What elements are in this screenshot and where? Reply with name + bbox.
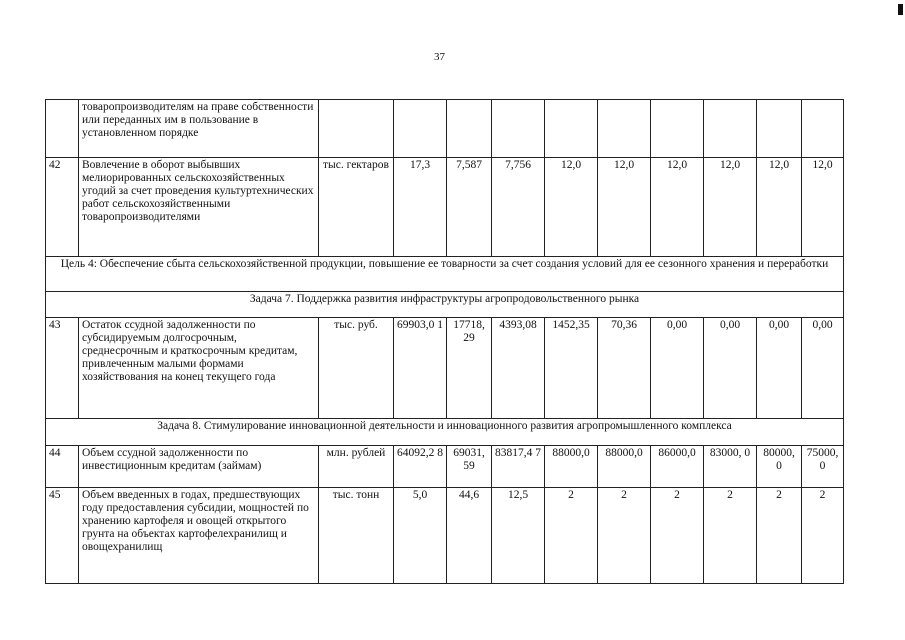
table-row-45 <box>46 488 844 584</box>
value-cell: 7,587 <box>447 158 492 257</box>
value-cell: 12,0 <box>598 158 651 257</box>
value-cell: 12,0 <box>704 158 757 257</box>
value-cell: 69903,0 1 <box>394 318 447 419</box>
value-cell: 80000, 0 <box>757 446 802 488</box>
table-row-task <box>46 292 844 318</box>
value-cell: 83817,4 7 <box>492 446 545 488</box>
value-cell: 88000,0 <box>598 446 651 488</box>
value-cell: 83000, 0 <box>704 446 757 488</box>
table-row-43 <box>46 318 844 419</box>
value-cell: 2 <box>704 488 757 584</box>
value-cell: 12,0 <box>545 158 598 257</box>
num-cell <box>46 100 79 158</box>
value-cell: 7,756 <box>492 158 545 257</box>
value-cell: 64092,2 8 <box>394 446 447 488</box>
value-cell: 12,0 <box>802 158 844 257</box>
value-cell: 0,00 <box>651 318 704 419</box>
value-cell: 12,5 <box>492 488 545 584</box>
value-cell: 2 <box>651 488 704 584</box>
value-cell: 0,00 <box>704 318 757 419</box>
value-cell: 44,6 <box>447 488 492 584</box>
value-cell: 0,00 <box>802 318 844 419</box>
corner-scan-mark <box>898 4 903 15</box>
indicators-table <box>45 99 844 584</box>
value-cell: 2 <box>802 488 844 584</box>
value-cell: 2 <box>545 488 598 584</box>
value-cell: 2 <box>598 488 651 584</box>
row-number: 43 <box>46 318 79 419</box>
value-cell: 86000,0 <box>651 446 704 488</box>
unit-cell: тыс. гектаров <box>319 158 394 257</box>
table-row-44 <box>46 446 844 488</box>
indicator-name-cell: Объем ссудной задолженности по инвестиционным кредитам (займам) <box>79 446 319 488</box>
value-cell: 0,00 <box>757 318 802 419</box>
table-row-task <box>46 419 844 446</box>
row-number: 44 <box>46 446 79 488</box>
page-number: 37 <box>434 51 445 63</box>
row-number: 45 <box>46 488 79 584</box>
indicator-name-cell: Вовлечение в оборот выбывших мелиорированных сельскохозяйственных угодий за счет проведения культуртехнических работ сельскохозяйственными товаропроизводителями <box>79 158 319 257</box>
value-cell: 4393,08 <box>492 318 545 419</box>
value-cell: 2 <box>757 488 802 584</box>
goal-heading: Цель 4: Обеспечение сбыта сельскохозяйственной продукции, повышение ее товарности за счет создания условий для ее сезонного хранения и переработки <box>46 257 844 292</box>
value-cell: 12,0 <box>651 158 704 257</box>
table-row-continuation <box>46 100 844 158</box>
value-cell: 69031, 59 <box>447 446 492 488</box>
value-cell: 12,0 <box>757 158 802 257</box>
task-heading: Задача 7. Поддержка развития инфраструктуры агропродовольственного рынка <box>46 292 844 318</box>
unit-cell: тыс. руб. <box>319 318 394 419</box>
table-row-42 <box>46 158 844 257</box>
value-cell: 75000, 0 <box>802 446 844 488</box>
indicator-name-cell: Остаток ссудной задолженности по субсидируемым долгосрочным, среднесрочным и краткосрочным кредитам, привлеченным малыми формами хозяйствования на конец текущего года <box>79 318 319 419</box>
value-cell: 70,36 <box>598 318 651 419</box>
unit-cell: тыс. тонн <box>319 488 394 584</box>
unit-cell: млн. рублей <box>319 446 394 488</box>
table-row-goal <box>46 257 844 292</box>
task-heading: Задача 8. Стимулирование инновационной деятельности и инновационного развития агропромышленного комплекса <box>46 419 844 446</box>
value-cell: 17718, 29 <box>447 318 492 419</box>
value-cell: 5,0 <box>394 488 447 584</box>
value-cell: 88000,0 <box>545 446 598 488</box>
value-cell: 1452,35 <box>545 318 598 419</box>
indicator-name-cell: товаропроизводителям на праве собственности или переданных им в пользование в установленном порядке <box>79 100 319 158</box>
indicator-name-cell: Объем введенных в годах, предшествующих году предоставления субсидии, мощностей по хранению картофеля и овощей открытого грунта на объектах картофелехранилищ и овощехранилищ <box>79 488 319 584</box>
value-cell: 17,3 <box>394 158 447 257</box>
row-number: 42 <box>46 158 79 257</box>
